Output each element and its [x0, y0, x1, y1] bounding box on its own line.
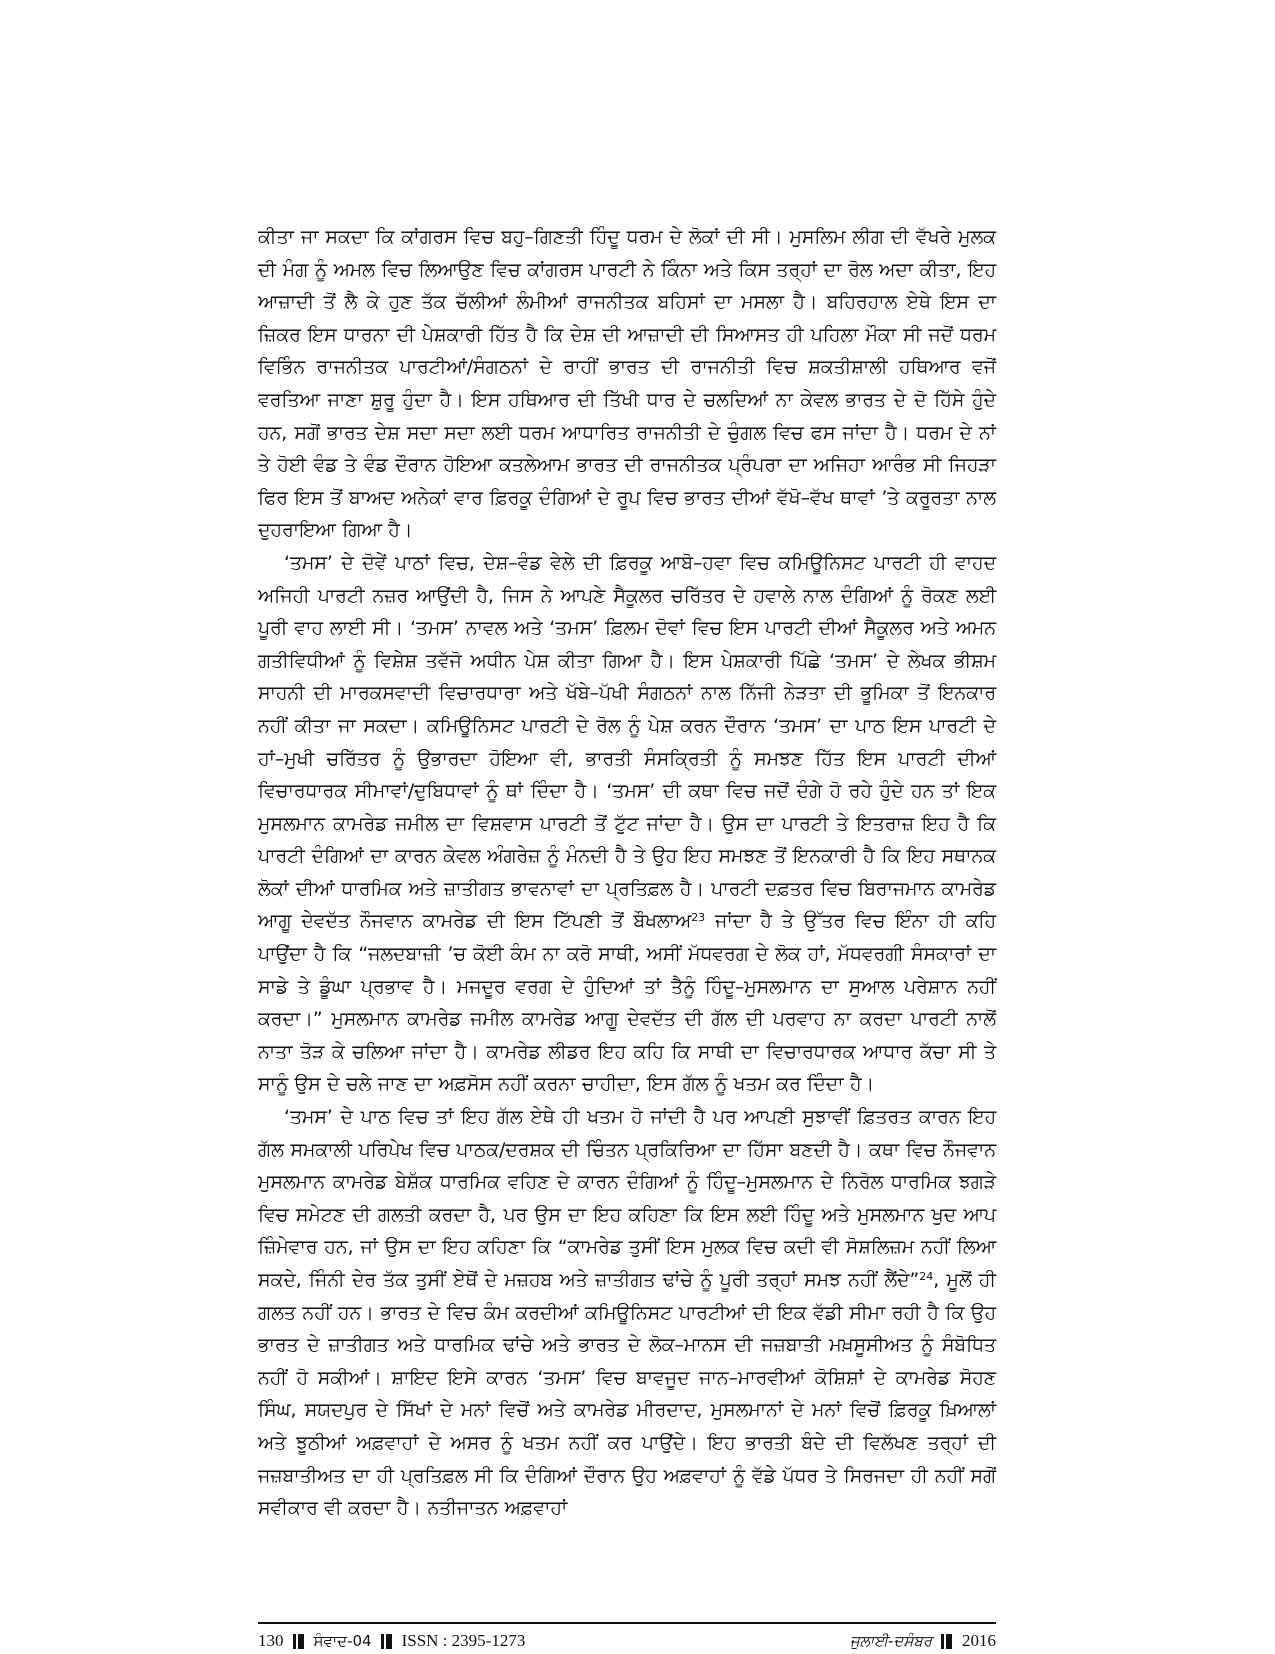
issue-year: 2016 [962, 1631, 996, 1650]
issue-period: ਜੁਲਾਈ-ਦਸੰਬਰ [849, 1632, 932, 1650]
page-footer [258, 1628, 996, 1654]
paragraph: ਕੀਤਾ ਜਾ ਸਕਦਾ ਕਿ ਕਾਂਗਰਸ ਵਿਚ ਬਹੁ–ਗਿਣਤੀ ਹਿੰਦੂ ਧਰਮ ਦੇ ਲੋਕਾਂ ਦੀ ਸੀ। ਮੁਸਲਿਮ ਲੀਗ ਦੀ ਵੱਖਰੇ ਮੁਲਕ ਦੀ ਮੰਗ ਨੂੰ ਅਮਲ ਵਿਚ ਲਿਆਉਣ ਵਿਚ ਕਾਂਗਰਸ ਪਾਰਟੀ ਨੇ ਕਿੰਨਾ ਅਤੇ ਕਿਸ ਤਰ੍ਹਾਂ ਦਾ ਰੋਲ ਅਦਾ ਕੀਤਾ, ਇਹ ਆਜ਼ਾਦੀ ਤੋਂ ਲੈ ਕੇ ਹੁਣ ਤੱਕ ਚੱਲੀਆਂ ਲੰਮੀਆਂ ਰਾਜਨੀਤਕ ਬਹਿਸਾਂ ਦਾ ਮਸਲਾ ਹੈ। ਬਹਿਰਹਾਲ ਏਥੇ ਇਸ ਦਾ ਜ਼ਿਕਰ ਇਸ ਧਾਰਨਾ ਦੀ ਪੇਸ਼ਕਾਰੀ ਹਿੱਤ ਹੈ ਕਿ ਦੇਸ਼ ਦੀ ਆਜ਼ਾਦੀ ਦੀ ਸਿਆਸਤ ਹੀ ਪਹਿਲਾ ਮੌਕਾ ਸੀ ਜਦੋਂ ਧਰਮ ਵਿਭਿੰਨ ਰਾਜਨੀਤਕ ਪਾਰਟੀਆਂ/ਸੰਗਠਨਾਂ ਦੇ ਰਾਹੀਂ ਭਾਰਤ ਦੀ ਰਾਜਨੀਤੀ ਵਿਚ ਸ਼ਕਤੀਸ਼ਾਲੀ ਹਥਿਆਰ ਵਜੋਂ ਵਰਤਿਆ ਜਾਣਾ ਸ਼ੁਰੂ ਹੁੰਦਾ ਹੈ। ਇਸ ਹਥਿਆਰ ਦੀ ਤਿੱਖੀ ਧਾਰ ਦੇ ਚਲਦਿਆਂ ਨਾ ਕੇਵਲ ਭਾਰਤ ਦੇ ਦੋ ਹਿੱਸੇ ਹੁੰਦੇ ਹਨ, ਸਗੋਂ ਭਾਰਤ ਦੇਸ਼ ਸਦਾ ਸਦਾ ਲਈ ਧਰਮ ਆਧਾਰਿਤ ਰਾਜਨੀਤੀ ਦੇ ਚੁੰਗਲ ਵਿਚ ਫਸ ਜਾਂਦਾ ਹੈ। ਧਰਮ ਦੇ ਨਾਂ ਤੇ ਹੋਈ ਵੰਡ ਤੇ ਵੰਡ ਦੌਰਾਨ ਹੋਇਆ ਕਤਲੇਆਮ ਭਾਰਤ ਦੀ ਰਾਜਨੀਤਕ ਪ੍ਰੰਪਰਾ ਦਾ ਅਜਿਹਾ ਆਰੰਭ ਸੀ ਜਿਹੜਾ ਫਿਰ ਇਸ ਤੋਂ ਬਾਅਦ ਅਨੇਕਾਂ ਵਾਰ ਫ਼ਿਰਕੂ ਦੰਗਿਆਂ ਦੇ ਰੂਪ ਵਿਚ ਭਾਰਤ ਦੀਆਂ ਵੱਖੋ–ਵੱਖ ਥਾਵਾਂ ’ਤੇ ਕਰੂਰਤਾ ਨਾਲ ਦੁਹਰਾਇਆ ਗਿਆ ਹੈ। [258, 227, 996, 542]
body-text [258, 222, 996, 1526]
paragraph [258, 1102, 996, 1526]
paragraph-text: ਜਾਂਦਾ ਹੈ ਤੇ ਉੱਤਰ ਵਿਚ ਇੰਨਾ ਹੀ ਕਹਿ ਪਾਉਂਦਾ ਹੈ ਕਿ “ਜਲਦਬਾਜ਼ੀ ’ਚ ਕੋਈ ਕੰਮ ਨਾ ਕਰੋ ਸਾਥੀ, ਅਸੀਂ ਮੱਧਵਰਗ ਦੇ ਲੋਕ ਹਾਂ, ਮੱਧਵਰਗੀ ਸੰਸਕਾਰਾਂ ਦਾ ਸਾਡੇ ਤੇ ਡੂੰਘਾ ਪ੍ਰਭਾਵ ਹੈ। ਮਜਦੂਰ ਵਰਗ ਦੇ ਹੁੰਦਿਆਂ ਤਾਂ ਤੈਨੂੰ ਹਿੰਦੂ–ਮੁਸਲਮਾਨ ਦਾ ਸੁਆਲ ਪਰੇਸ਼ਾਨ ਨਹੀਂ ਕਰਦਾ।” ਮੁਸਲਮਾਨ ਕਾਮਰੇਡ ਜਮੀਲ ਕਾਮਰੇਡ ਆਗੂ ਦੇਵਦੱਤ ਦੀ ਗੱਲ ਦੀ ਪਰਵਾਹ ਨਾ ਕਰਦਾ ਪਾਰਟੀ ਨਾਲੋਂ ਨਾਤਾ ਤੋੜ ਕੇ ਚਲਿਆ ਜਾਂਦਾ ਹੈ। ਕਾਮਰੇਡ ਲੀਡਰ ਇਹ ਕਹਿ ਕਿ ਸਾਥੀ ਦਾ ਵਿਚਾਰਧਾਰਕ ਆਧਾਰ ਕੱਚਾ ਸੀ ਤੇ ਸਾਨੂੰ ਉਸ ਦੇ ਚਲੇ ਜਾਣ ਦਾ ਅਫ਼ਸੋਸ ਨਹੀਂ ਕਰਨਾ ਚਾਹੀਦਾ, ਇਸ ਗੱਲ ਨੂੰ ਖਤਮ ਕਰ ਦਿੰਦਾ ਹੈ। [258, 911, 996, 1096]
separator-bars-icon [381, 1633, 393, 1650]
separator-bars-icon [293, 1633, 305, 1650]
paragraph-text: ‘ਤਮਸ’ ਦੇ ਦੋਵੇਂ ਪਾਠਾਂ ਵਿਚ, ਦੇਸ਼–ਵੰਡ ਵੇਲੇ ਦੀ ਫ਼ਿਰਕੂ ਆਬੋ–ਹਵਾ ਵਿਚ ਕਮਿਊਨਿਸਟ ਪਾਰਟੀ ਹੀ ਵਾਹਦ ਅਜਿਹੀ ਪਾਰਟੀ ਨਜ਼ਰ ਆਉਂਦੀ ਹੈ, ਜਿਸ ਨੇ ਆਪਣੇ ਸੈਕੂਲਰ ਚਰਿੱਤਰ ਦੇ ਹਵਾਲੇ ਨਾਲ ਦੰਗਿਆਂ ਨੂੰ ਰੋਕਣ ਲਈ ਪੂਰੀ ਵਾਹ ਲਾਈ ਸੀ। ‘ਤਮਸ’ ਨਾਵਲ ਅਤੇ ‘ਤਮਸ’ ਫ਼ਿਲਮ ਦੋਵਾਂ ਵਿਚ ਇਸ ਪਾਰਟੀ ਦੀਆਂ ਸੈਕੂਲਰ ਅਤੇ ਅਮਨ ਗਤੀਵਿਧੀਆਂ ਨੂੰ ਵਿਸ਼ੇਸ਼ ਤਵੱਜੋ ਅਧੀਨ ਪੇਸ਼ ਕੀਤਾ ਗਿਆ ਹੈ। ਇਸ ਪੇਸ਼ਕਾਰੀ ਪਿੱਛੇ ‘ਤਮਸ’ ਦੇ ਲੇਖਕ ਭੀਸ਼ਮ ਸਾਹਨੀ ਦੀ ਮਾਰਕਸਵਾਦੀ ਵਿਚਾਰਧਾਰਾ ਅਤੇ ਖੱਬੇ–ਪੱਖੀ ਸੰਗਠਨਾਂ ਨਾਲ ਨਿੱਜੀ ਨੇੜਤਾ ਦੀ ਭੂਮਿਕਾ ਤੋਂ ਇਨਕਾਰ ਨਹੀਂ ਕੀਤਾ ਜਾ ਸਕਦਾ। ਕਮਿਊਨਿਸਟ ਪਾਰਟੀ ਦੇ ਰੋਲ ਨੂੰ ਪੇਸ਼ ਕਰਨ ਦੌਰਾਨ ‘ਤਮਸ’ ਦਾ ਪਾਠ ਇਸ ਪਾਰਟੀ ਦੇ ਹਾਂ–ਮੁਖੀ ਚਰਿੱਤਰ ਨੂੰ ਉਭਾਰਦਾ ਹੋਇਆ ਵੀ, ਭਾਰਤੀ ਸੰਸਕ੍ਰਿਤੀ ਨੂੰ ਸਮਝਣ ਹਿੱਤ ਇਸ ਪਾਰਟੀ ਦੀਆਂ ਵਿਚਾਰਧਾਰਕ ਸੀਮਾਵਾਂ/ਦੁਬਿਧਾਵਾਂ ਨੂੰ ਥਾਂ ਦਿੰਦਾ ਹੈ। ‘ਤਮਸ’ ਦੀ ਕਥਾ ਵਿਚ ਜਦੋਂ ਦੰਗੇ ਹੋ ਰਹੇ ਹੁੰਦੇ ਹਨ ਤਾਂ ਇਕ ਮੁਸਲਮਾਨ ਕਾਮਰੇਡ ਜਮੀਲ ਦਾ ਵਿਸ਼ਵਾਸ ਪਾਰਟੀ ਤੋਂ ਟੁੱਟ ਜਾਂਦਾ ਹੈ। ਉਸ ਦਾ ਪਾਰਟੀ ਤੇ ਇਤਰਾਜ਼ ਇਹ ਹੈ ਕਿ ਪਾਰਟੀ ਦੰਗਿਆਂ ਦਾ ਕਾਰਨ ਕੇਵਲ ਅੰਗਰੇਜ਼ ਨੂੰ ਮੰਨਦੀ ਹੈ ਤੇ ਉਹ ਇਹ ਸਮਝਣ ਤੋਂ ਇਨਕਾਰੀ ਹੈ ਕਿ ਇਹ ਸਥਾਨਕ ਲੋਕਾਂ ਦੀਆਂ ਧਾਰਮਿਕ ਅਤੇ ਜ਼ਾਤੀਗਤ ਭਾਵਨਾਵਾਂ ਦਾ ਪ੍ਰਤਿਫ਼ਲ ਹੈ। ਪਾਰਟੀ ਦਫ਼ਤਰ ਵਿਚ ਬਿਰਾਜਮਾਨ ਕਾਮਰੇਡ ਆਗੂ ਦੇਵਦੱਤ ਨੌਜਵਾਨ ਕਾਮਰੇਡ ਦੀ ਇਸ ਟਿੱਪਣੀ ਤੋਂ ਬੌਖਲਾਅ [258, 552, 996, 933]
footnote-ref: 24 [919, 1270, 934, 1283]
separator-bars-icon [941, 1633, 953, 1650]
footer-rule [258, 1622, 996, 1624]
paragraph [258, 548, 996, 1102]
footer-right [850, 1630, 996, 1652]
footer-left [258, 1630, 525, 1652]
paragraph-text: ‘ਤਮਸ’ ਦੇ ਪਾਠ ਵਿਚ ਤਾਂ ਇਹ ਗੱਲ ਏਥੇ ਹੀ ਖਤਮ ਹੋ ਜਾਂਦੀ ਹੈ ਪਰ ਆਪਣੀ ਸੁਝਾਵੀਂ ਫ਼ਿਤਰਤ ਕਾਰਨ ਇਹ ਗੱਲ ਸਮਕਾਲੀ ਪਰਿਪੇਖ ਵਿਚ ਪਾਠਕ/ਦਰਸ਼ਕ ਦੀ ਚਿੰਤਨ ਪ੍ਰਕਿਰਿਆ ਦਾ ਹਿੱਸਾ ਬਣਦੀ ਹੈ। ਕਥਾ ਵਿਚ ਨੌਜਵਾਨ ਮੁਸਲਮਾਨ ਕਾਮਰੇਡ ਬੇਸ਼ੱਕ ਧਾਰਮਿਕ ਵਹਿਣ ਦੇ ਕਾਰਨ ਦੰਗਿਆਂ ਨੂੰ ਹਿੰਦੂ–ਮੁਸਲਮਾਨ ਦੇ ਨਿਰੋਲ ਧਾਰਮਿਕ ਝਗੜੇ ਵਿਚ ਸਮੇਟਣ ਦੀ ਗਲਤੀ ਕਰਦਾ ਹੈ, ਪਰ ਉਸ ਦਾ ਇਹ ਕਹਿਣਾ ਕਿ ਇਸ ਲਈ ਹਿੰਦੂ ਅਤੇ ਮੁਸਲਮਾਨ ਖੁਦ ਆਪ ਜ਼ਿੰਮੇਵਾਰ ਹਨ, ਜਾਂ ਉਸ ਦਾ ਇਹ ਕਹਿਣਾ ਕਿ “ਕਾਮਰੇਡ ਤੁਸੀਂ ਇਸ ਮੁਲਕ ਵਿਚ ਕਦੀ ਵੀ ਸੋਸ਼ਲਿਜ਼ਮ ਨਹੀਂ ਲਿਆ ਸਕਦੇ, ਜਿੰਨੀ ਦੇਰ ਤੱਕ ਤੁਸੀਂ ਏਥੋਂ ਦੇ ਮਜ਼ਹਬ ਅਤੇ ਜ਼ਾਤੀਗਤ ਢਾਂਚੇ ਨੂੰ ਪੂਰੀ ਤਰ੍ਹਾਂ ਸਮਝ ਨਹੀਂ ਲੈਂਦੇ” [258, 1107, 996, 1291]
journal-name: ਸੰਵਾਦ-04 [313, 1632, 372, 1650]
paragraph-text: , ਮੂਲੋਂ ਹੀ ਗਲਤ ਨਹੀਂ ਹਨ। ਭਾਰਤ ਦੇ ਵਿਚ ਕੰਮ ਕਰਦੀਆਂ ਕਮਿਊਨਿਸਟ ਪਾਰਟੀਆਂ ਦੀ ਇਕ ਵੱਡੀ ਸੀਮਾ ਰਹੀ ਹੈ ਕਿ ਉਹ ਭਾਰਤ ਦੇ ਜ਼ਾਤੀਗਤ ਅਤੇ ਧਾਰਮਿਕ ਢਾਂਚੇ ਅਤੇ ਭਾਰਤ ਦੇ ਲੋਕ–ਮਾਨਸ ਦੀ ਜਜ਼ਬਾਤੀ ਮਖ਼ਸੂਸੀਅਤ ਨੂੰ ਸੰਬੋਧਿਤ ਨਹੀਂ ਹੋ ਸਕੀਆਂ। ਸ਼ਾਇਦ ਇਸੇ ਕਾਰਨ ‘ਤਮਸ’ ਵਿਚ ਬਾਵਜੂਦ ਜਾਨ–ਮਾਰਵੀਆਂ ਕੋਸ਼ਿਸ਼ਾਂ ਦੇ ਕਾਮਰੇਡ ਸੋਹਣ ਸਿੰਘ, ਸਯਦਪੁਰ ਦੇ ਸਿੱਖਾਂ ਦੇ ਮਨਾਂ ਵਿਚੋਂ ਅਤੇ ਕਾਮਰੇਡ ਮੀਰਦਾਦ, ਮੁਸਲਮਾਨਾਂ ਦੇ ਮਨਾਂ ਵਿਚੋਂ ਫ਼ਿਰਕੂ ਖ਼ਿਆਲਾਂ ਅਤੇ ਝੂਠੀਆਂ ਅਫ਼ਵਾਹਾਂ ਦੇ ਅਸਰ ਨੂੰ ਖਤਮ ਨਹੀਂ ਕਰ ਪਾਉਂਦੇ। ਇਹ ਭਾਰਤੀ ਬੰਦੇ ਦੀ ਵਿਲੱਖਣ ਤਰ੍ਹਾਂ ਦੀ ਜਜ਼ਬਾਤੀਅਤ ਦਾ ਹੀ ਪ੍ਰਤਿਫ਼ਲ ਸੀ ਕਿ ਦੰਗਿਆਂ ਦੌਰਾਨ ਉਹ ਅਫ਼ਵਾਹਾਂ ਨੂੰ ਵੱਡੇ ਪੱਧਰ ਤੇ ਸਿਰਜਦਾ ਹੀ ਨਹੀਂ ਸਗੋਂ ਸਵੀਕਾਰ ਵੀ ਕਰਦਾ ਹੈ। ਨਤੀਜਾਤਨ ਅਫ਼ਵਾਹਾਂ [258, 1270, 996, 1520]
footnote-ref: 23 [691, 911, 706, 925]
issn: ISSN : 2395-1273 [401, 1631, 526, 1650]
page-number: 130 [258, 1631, 284, 1650]
